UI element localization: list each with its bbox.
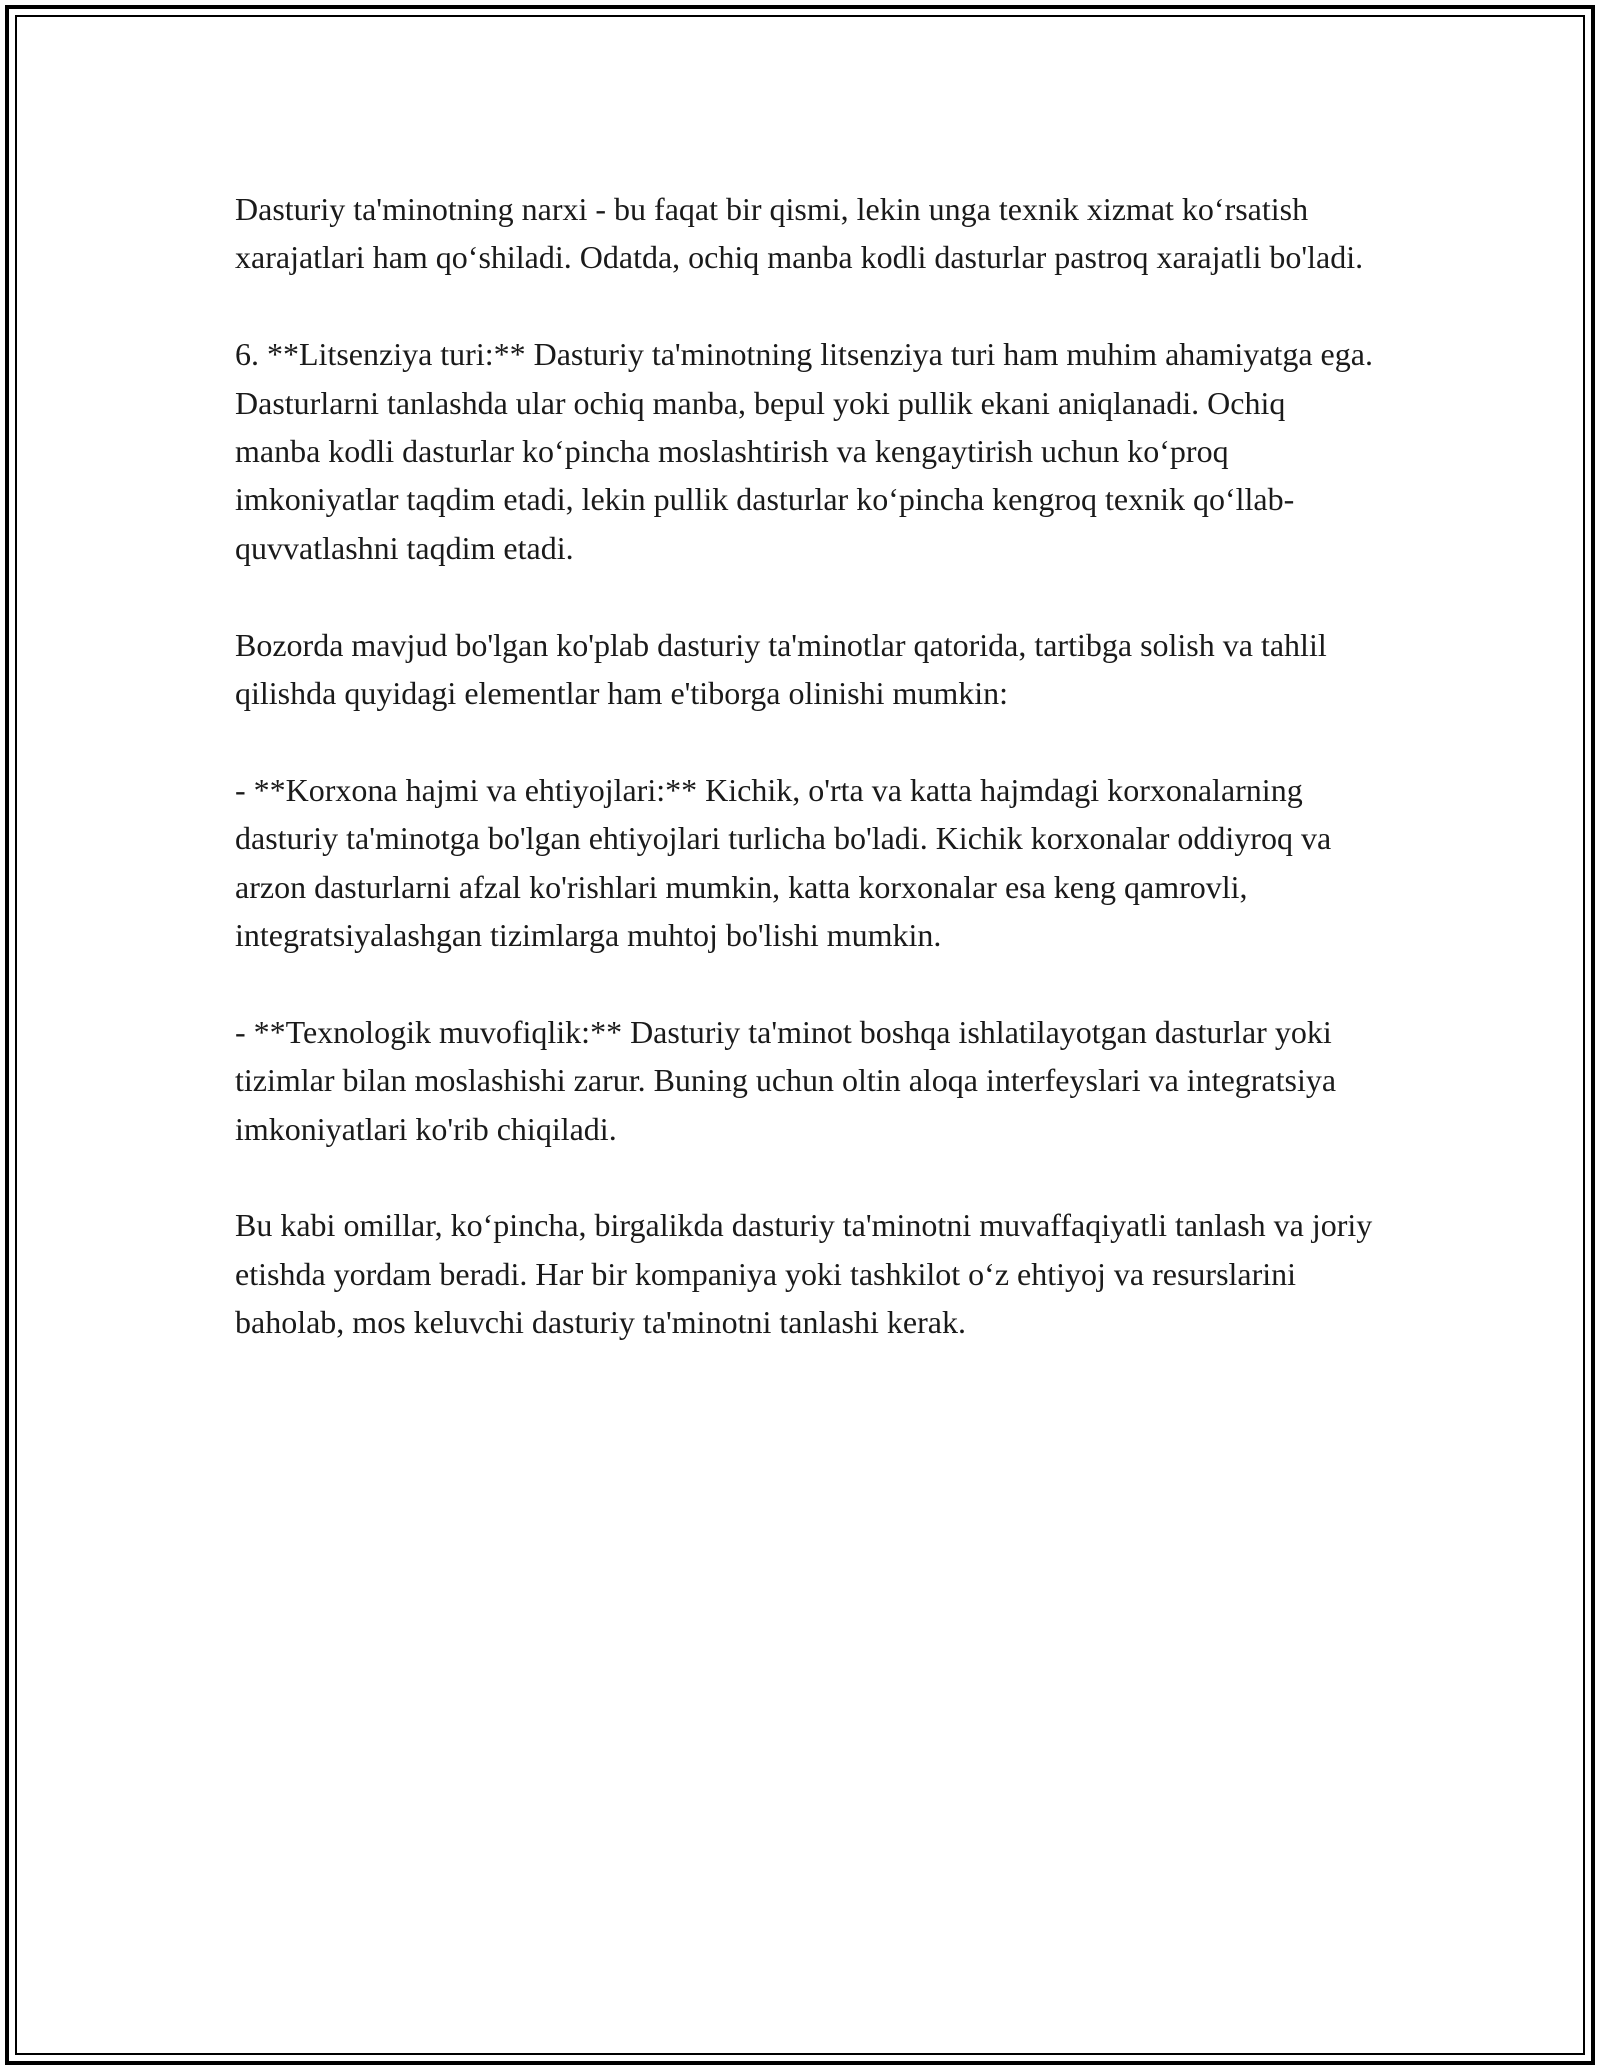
paragraph-market-elements: Bozorda mavjud bo'lgan ko'plab dasturiy ta'minotlar qatorida, tartibga solish va tahlil qilishda quyidagi elementlar ham e'tiborga olinishi mumkin:	[235, 626, 1327, 712]
paragraph-company-size: - **Korxona hajmi va ehtiyojlari:** Kichik, o'rta va katta hajmdagi korxonalarning dasturiy ta'minotga bo'lgan ehtiyojlari turlicha bo'ladi. Kichik korxonalar oddiyroq va arzon dasturlarni afzal ko'rishlari mumkin, katta korxonalar esa keng qamrovli, integratsiyalashgan tizimlarga muhtoj bo'lishi mumkin.	[235, 771, 1332, 954]
paragraph-cost: Dasturiy ta'minotning narxi - bu faqat bir qismi, lekin unga texnik xizmat ko‘rsatish xarajatlari ham qo‘shiladi. Odatda, ochiq manba kodli dasturlar pastroq xarajatli bo'ladi.	[235, 191, 1364, 276]
paragraph-conclusion: Bu kabi omillar, ko‘pincha, birgalikda dasturiy ta'minotni muvaffaqiyatli tanlash va joriy etishda yordam beradi. Har bir kompaniya yoki tashkilot o‘z ehtiyoj va resurslarini baholab, mos keluvchi dasturiy ta'minotni tanlashi kerak.	[235, 1207, 1373, 1341]
paragraph-tech-compatibility: - **Texnologik muvofiqlik:** Dasturiy ta'minot boshqa ishlatilayotgan dasturlar yoki tizimlar bilan moslashishi zarur. Buning uchun oltin aloqa interfeyslari va integratsiya imkoniyatlari ko'rib chiqiladi.	[235, 1013, 1337, 1147]
paragraph-license-type: 6. **Litsenziya turi:** Dasturiy ta'minotning litsenziya turi ham muhim ahamiyatga ega. Dasturlarni tanlashda ular ochiq manba, bepul yoki pullik ekani aniqlanadi. Ochiq manba kodli dasturlar ko‘pincha moslashtirish va kengaytirish uchun ko‘proq imkoniyatlar taqdim etadi, lekin pullik dasturlar ko‘pincha kengroq texnik qo‘llab-quvvatlashni taqdim etadi.	[235, 336, 1373, 566]
document-body	[235, 185, 1375, 1347]
